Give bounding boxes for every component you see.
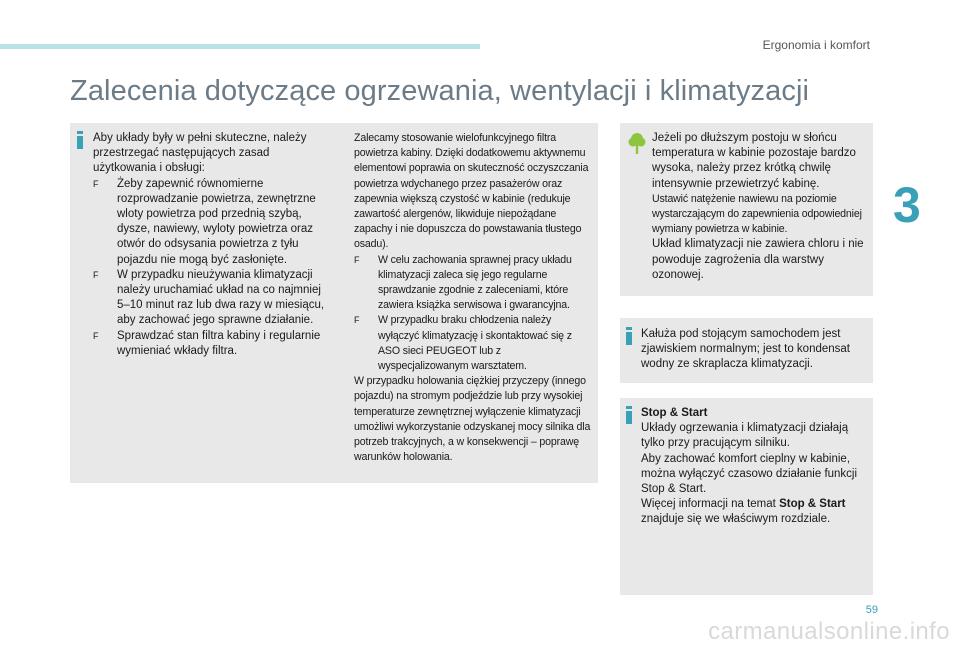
bullet-icon: F [354, 315, 360, 326]
chapter-number: 3 [893, 177, 921, 233]
list-item: F Sprawdzać stan filtra kabiny i regularnie wymieniać wkłady filtra. [93, 329, 321, 357]
section-title: Ergonomia i komfort [762, 38, 870, 52]
eco-tip-text: Jeżeli po dłuższym postoju w słońcu temperatura w kabinie pozostaje bardzo wysoka, należy przez krótką chwilę intensywnie przewietrzyć kabinę. Ustawić natężenie nawiewu na poziomie wystarczającym do zapewnienia odpowiedniej wymiany powietrza w kabinie. Układ klimatyzacji nie zawiera chloru i nie powoduje zagrożenia dla warstwy ozonowej. [652, 132, 864, 281]
info-icon [626, 327, 632, 345]
bullet-icon: F [93, 269, 99, 280]
info-icon [626, 406, 632, 424]
tree-icon [628, 132, 646, 154]
stop-start-text: Stop & Start Układy ogrzewania i klimatyzacji działają tylko przy pracującym silniku. Aby zachować komfort cieplny w kabinie, można wyłączyć czasowo działanie funkcji Stop & Start. Więcej informacji na temat Stop & Start znajduje się we właściwym rozdziale. [641, 406, 869, 528]
col2-outro: W przypadku holowania ciężkiej przyczepy (innego pojazdu) na stromym podjeździe lub przy wysokiej temperaturze zewnętrznej wyłączenie klimatyzacji umożliwi wykorzystanie odzyskanej mocy silnika dla potrzeb trakcyjnych, a w konsekwencji – poprawę warunków holowania. [354, 375, 591, 464]
col2-intro: Zalecamy stosowanie wielofunkcyjnego filtra powietrza kabiny. Dzięki dodatkowemu aktywnemu elementowi poprawia on skuteczność oczyszczania powietrza wdychanego przez pasażerów oraz zapewnia większą czystość w kabinie (redukuje zawartość alergenów, likwiduje niepożądane zapachy i nie dopuszcza do powstawania tłustego osadu). [354, 132, 589, 251]
list-item: F W przypadku nieużywania klimatyzacji należy uruchamiać układ na co najmniej 5–10 minut raz lub dwa razy w miesiącu, aby zachować jego sprawne działanie. [93, 268, 325, 327]
stop-start-heading: Stop & Start [641, 407, 708, 419]
list-item: F W przypadku braku chłodzenia należy wyłączyć klimatyzację i skontaktować się z ASO sieci PEUGEOT lub z wyspecjalizowanym warsztatem. [354, 314, 572, 373]
col1-text [93, 131, 333, 359]
watermark: carmanualsonline.info [708, 618, 950, 645]
list-item: F W celu zachowania sprawnej pracy układu klimatyzacji zaleca się jego regularne sprawdzanie zgodnie z zaleceniami, które zawiera książka serwisowa i gwarancyjna. [354, 253, 572, 312]
list-item: F Żeby zapewnić równomierne rozprowadzanie powietrza, zewnętrzne wloty powietrza pod przednią szybą, dysze, nawiewy, wyloty powietrza oraz otwór do odsysania powietrza z tyłu pojazdu nie mogą być zasłonięte. [93, 177, 316, 266]
bullet-icon: F [93, 178, 99, 189]
info-icon [77, 131, 83, 149]
header-accent-bar [0, 44, 480, 49]
page-title: Zalecenia dotyczące ogrzewania, wentylacji i klimatyzacji [70, 75, 810, 107]
bullet-icon: F [93, 330, 99, 341]
col1-intro: Aby układy były w pełni skuteczne, należy przestrzegać następujących zasad użytkowania i obsługi: [93, 132, 307, 175]
page-number: 59 [865, 604, 878, 616]
col2-text [354, 131, 594, 465]
bullet-icon: F [354, 254, 360, 265]
condensate-text: Kałuża pod stojącym samochodem jest zjawiskiem normalnym; jest to kondensat wodny ze skraplacza klimatyzacji. [641, 328, 850, 371]
